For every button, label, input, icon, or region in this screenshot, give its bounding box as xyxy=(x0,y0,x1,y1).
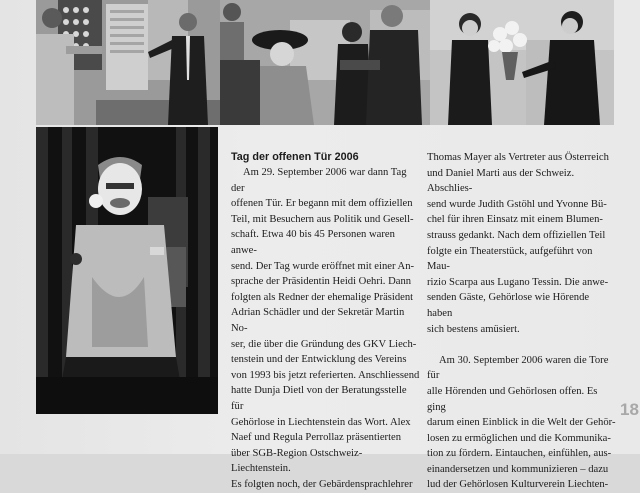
text-line: darum einen Einblick in die Welt der Gehör- xyxy=(427,417,616,429)
article-heading: Tag der offenen Tür 2006 xyxy=(231,151,359,163)
photo-theatre-performer xyxy=(36,127,218,414)
photo-flower-bouquet xyxy=(430,0,614,125)
text-line: ser, die über die Gründung des GKV Liech- xyxy=(231,338,417,350)
page-number: 18 xyxy=(620,400,639,419)
text-line: Es folgten noch, der Gebärdensprachlehrer xyxy=(231,478,413,490)
text-line: sich bestens amüsiert. xyxy=(427,323,520,335)
text-line: Gehörlose in Liechtenstein das Wort. Alex xyxy=(231,416,411,428)
text-line: lud der Gehörlosen Kulturverein Liechten- xyxy=(427,479,609,491)
text-line: folgte ein Theaterstück, aufgeführt von Mau- xyxy=(427,245,593,273)
text-line: Thomas Mayer als Vertreter aus Österreich xyxy=(427,152,609,163)
text-line: strauss gedankt. Nach dem offiziellen Teil xyxy=(427,229,606,241)
text-line: schaft. Etwa 40 bis 45 Personen waren anwe- xyxy=(231,229,395,256)
text-line: tenstein und der Entwicklung des Vereins xyxy=(231,354,407,366)
column-1-lines xyxy=(231,165,421,492)
text-line: losen zu ermöglichen und die Kommunika- xyxy=(427,432,611,444)
text-line: und Daniel Marti aus der Schweiz. Abschlies- xyxy=(427,167,575,195)
text-line: folgten als Redner der ehemalige Präsident xyxy=(231,291,414,303)
text-line: offenen Tür. Er begann mit dem offiziellen xyxy=(231,198,413,210)
column-2-paragraph-2 xyxy=(427,353,617,493)
text-line: über SGB-Region Ostschweiz-Liechtenstein. xyxy=(231,447,363,475)
text-line: Am 29. September 2006 war dann Tag der xyxy=(231,167,407,194)
text-line: send wurde Judith Gstöhl und Yvonne Bü- xyxy=(427,198,607,210)
text-line: einandersetzen und kommunizieren – dazu xyxy=(427,463,609,475)
article-column-1 xyxy=(231,150,421,492)
article-column-2 xyxy=(427,150,617,493)
bleed-through-text xyxy=(500,126,620,146)
text-line: send. Der Tag wurde eröffnet mit einer An- xyxy=(231,260,415,272)
text-line: sprache der Präsidentin Heidi Oehri. Dann xyxy=(231,276,412,288)
text-line: Naef und Regula Perrollaz präsentierten xyxy=(231,432,402,444)
text-line: senden Gäste, Gehörlose wie Hörende haben xyxy=(427,292,590,319)
text-line: tion zu fördern. Eintauchen, einfühlen, aus- xyxy=(427,448,612,460)
text-line: von 1993 bis jetzt referierten. Anschliessend xyxy=(231,369,420,381)
text-line: Am 30. September 2006 waren die Tore für xyxy=(427,354,609,382)
text-line: hatte Dunja Dietl von der Beratungsstelle für xyxy=(231,385,407,412)
photo-display-board xyxy=(36,0,220,125)
text-line: Adrian Schädler und der Sekretär Martin No- xyxy=(231,307,405,334)
text-line: alle Hörenden und Gehörlosen offen. Es ging xyxy=(427,385,598,413)
photo-group-visitors xyxy=(220,0,430,125)
text-line: Teil, mit Besuchern aus Politik und Gesell- xyxy=(231,213,414,225)
text-line: rizio Scarpa aus Lugano Tessin. Die anwe- xyxy=(427,276,609,288)
column-2-paragraph-1 xyxy=(427,150,617,337)
text-line: chel für ihren Einsatz mit einem Blumen- xyxy=(427,214,603,226)
